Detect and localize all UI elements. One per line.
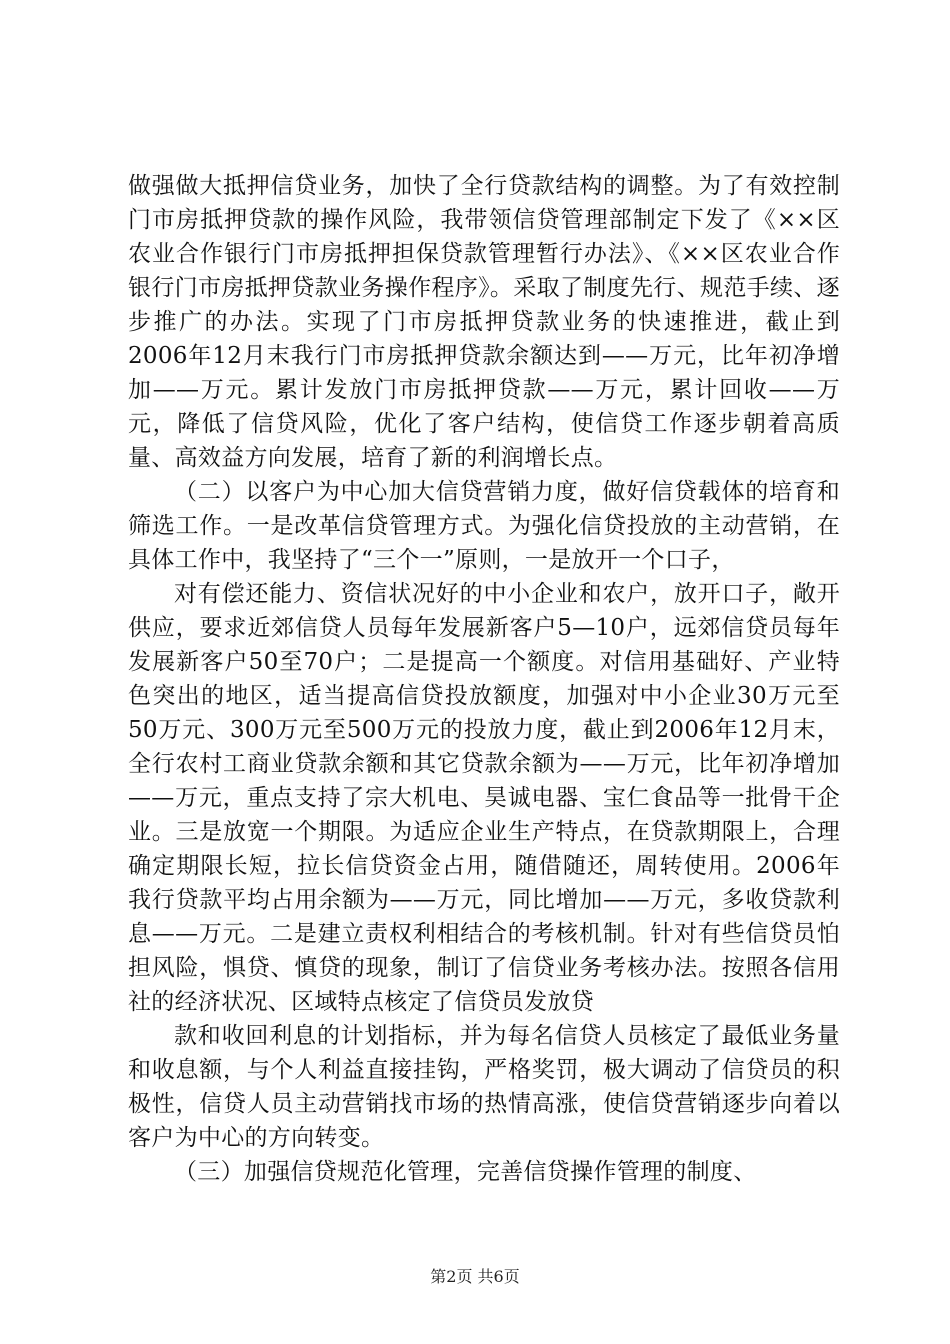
page-footer (0, 1267, 950, 1287)
paragraph-section-three: （三）加强信贷规范化管理，完善信贷操作管理的制度、 (174, 1159, 757, 1185)
paragraph-section-two: （二）以客户为中心加大信贷营销力度，做好信贷载体的培育和筛选工作。一是改革信贷管理方式。为强化信贷投放的主动营销，在具体工作中，我坚持了“三个一”原则，一是放开一个口子， (128, 479, 840, 573)
paragraph-assessment: 款和收回利息的计划指标，并为每名信贷人员核定了最低业务量和收息额，与个人利益直接挂钩，严格奖罚，极大调动了信贷员的积极性，信贷人员主动营销找市场的热情高涨，使信贷营销逐步向着以客户为中心的方向转变。 (128, 1023, 840, 1151)
paragraph-credit-policy: 对有偿还能力、资信状况好的中小企业和农户，放开口子，敞开供应，要求近郊信贷人员每年发展新客户5—10户，远郊信贷员每年发展新客户50至70户；二是提高一个额度。对信用基础好、产业特色突出的地区，适当提高信贷投放额度，加强对中小企业30万元至50万元、300万元至500万元的投放力度，截止到2006年12月末，全行农村工商业贷款余额和其它贷款余额为——万元，比年初净增加——万元，重点支持了宗大机电、昊诚电器、宝仁食品等一批骨干企业。三是放宽一个期限。为适应企业生产特点，在贷款期限上，合理确定期限长短，拉长信贷资金占用，随借随还，周转使用。2006年我行贷款平均占用余额为——万元，同比增加——万元，多收贷款利息——万元。二是建立责权利相结合的考核机制。针对有些信贷员怕担风险，惧贷、慎贷的现象，制订了信贷业务考核办法。按照各信用社的经济状况、区域特点核定了信贷员发放贷 (128, 581, 840, 1015)
paragraph-continuation: 做强做大抵押信贷业务，加快了全行贷款结构的调整。为了有效控制门市房抵押贷款的操作风险，我带领信贷管理部制定下发了《××区农业合作银行门市房抵押担保贷款管理暂行办法》、《××区农业合作银行门市房抵押贷款业务操作程序》。采取了制度先行、规范手续、逐步推广的办法。实现了门市房抵押贷款业务的快速推进，截止到2006年12月末我行门市房抵押贷款余额达到——万元，比年初净增加——万元。累计发放门市房抵押贷款——万元，累计回收——万元，降低了信贷风险，优化了客户结构，使信贷工作逐步朝着高质量、高效益方向发展，培育了新的利润增长点。 (128, 173, 840, 471)
document-body (128, 169, 840, 1189)
page-indicator: 第2页 共6页 (430, 1267, 520, 1286)
